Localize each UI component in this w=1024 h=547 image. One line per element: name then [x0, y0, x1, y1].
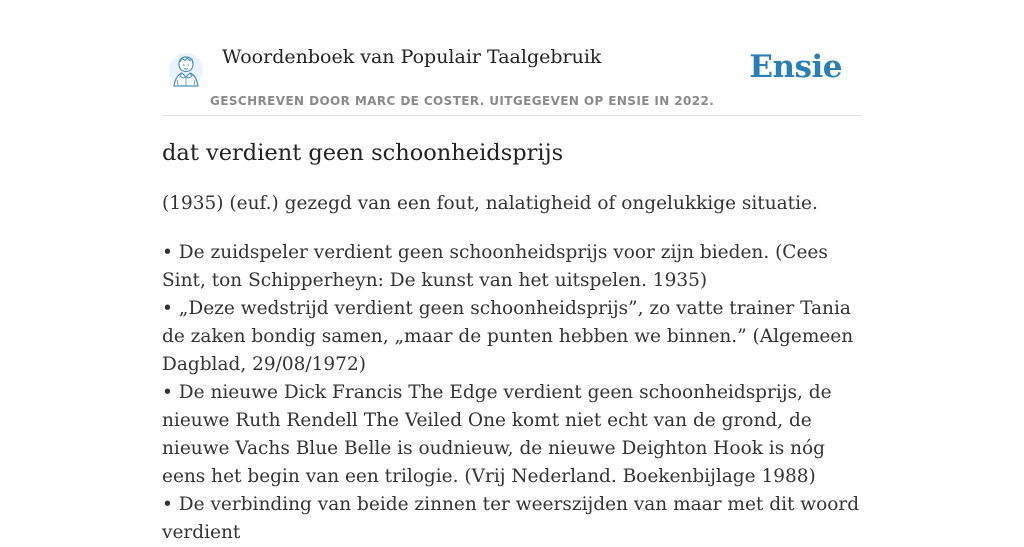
entry-title: dat verdient geen schoonheidsprijs — [162, 140, 564, 166]
author-byline: GESCHREVEN DOOR MARC DE COSTER. UITGEGEVEN OP ENSIE IN 2022. — [210, 94, 715, 108]
example-list — [162, 239, 866, 547]
example-quote: • De nieuwe Dick Francis The Edge verdient geen schoonheidsprijs, de nieuwe Ruth Rendell The Veiled One komt niet echt van de grond, de nieuwe Vachs Blue Belle is oudnieuw, de nieuwe Deighton Hook is nóg eens het begin van een trilogie. (Vrij Nederland. Boekenbijlage 1988) — [162, 382, 832, 487]
author-portrait-icon[interactable] — [168, 52, 204, 88]
example-quote: • De zuidspeler verdient geen schoonheidsprijs voor zijn bieden. (Cees Sint, ton Schipperheyn: De kunst van het uitspelen. 1935) — [162, 242, 828, 291]
page-header — [162, 40, 862, 116]
book-title[interactable]: Woordenboek van Populair Taalgebruik — [222, 46, 602, 68]
entry-definition: (1935) (euf.) gezegd van een fout, nalatigheid of ongelukkige situatie. — [162, 193, 818, 214]
ensie-logo[interactable]: Ensie — [749, 49, 842, 85]
example-quote: • De verbinding van beide zinnen ter weerszijden van maar met dit woord verdient — [162, 494, 860, 543]
example-quote: • „Deze wedstrijd verdient geen schoonheidsprijs”, zo vatte trainer Tania de zaken bondig samen, „maar de punten hebben we binnen.” (Algemeen Dagblad, 29/08/1972) — [162, 298, 854, 375]
